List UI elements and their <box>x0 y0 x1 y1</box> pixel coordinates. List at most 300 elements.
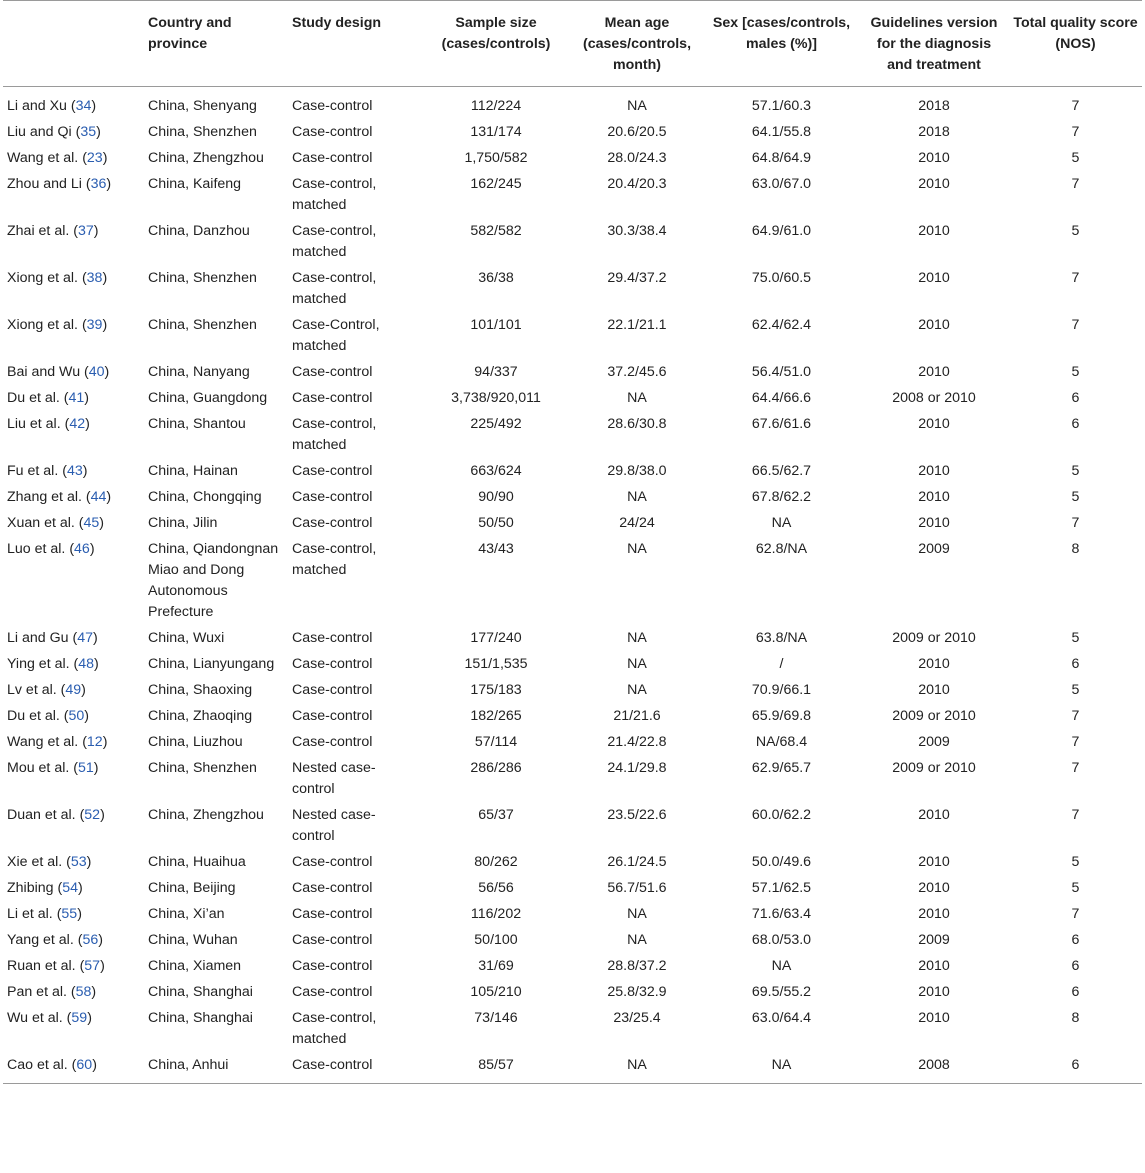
cell-sex: NA/68.4 <box>755 734 808 750</box>
cell-mean-age: NA <box>627 932 647 948</box>
cell-author: Fu et al. (43) <box>7 463 88 479</box>
header-guidelines: Guidelines version for the diagnosis and treatment <box>859 1 1009 87</box>
reference-link[interactable]: 47 <box>77 630 93 646</box>
cell-study-design: Case-Control, matched <box>292 317 380 354</box>
table-row <box>3 928 1142 954</box>
cell-sample-size: 80/262 <box>474 854 518 870</box>
cell-sex: 75.0/60.5 <box>751 270 812 286</box>
cell-mean-age: NA <box>627 906 647 922</box>
header-author <box>3 1 144 87</box>
cell-country: China, Hainan <box>148 463 238 479</box>
table-row <box>3 511 1142 537</box>
cell-guidelines: 2010 <box>918 416 950 432</box>
cell-sex: 69.5/55.2 <box>751 984 812 1000</box>
table-row <box>3 850 1142 876</box>
cell-country: China, Shenzhen <box>148 760 257 776</box>
reference-link[interactable]: 45 <box>83 515 100 531</box>
reference-link[interactable]: 52 <box>84 807 101 823</box>
cell-study-design: Case-control <box>292 958 373 974</box>
cell-mean-age: NA <box>627 656 647 672</box>
cell-country: China, Qiandongnan Miao and Dong Autonomous Prefecture <box>148 541 279 620</box>
author-name: Lv et al. <box>7 682 57 698</box>
cell-country: China, Liuzhou <box>148 734 243 750</box>
author-name: Xuan et al. <box>7 515 75 531</box>
cell-mean-age: 21.4/22.8 <box>607 734 667 750</box>
cell-country: China, Zhaoqing <box>148 708 253 724</box>
cell-study-design: Case-control <box>288 1053 422 1084</box>
cell-country: China, Xiamen <box>148 958 242 974</box>
cell-guidelines: 2010 <box>918 880 950 896</box>
cell-sample-size: 36/38 <box>478 270 514 286</box>
cell-sample-size: 50/100 <box>474 932 518 948</box>
cell-mean-age: 23.5/22.6 <box>607 807 667 823</box>
table-row <box>3 980 1142 1006</box>
cell-study-design: Case-control <box>292 656 373 672</box>
cell-guidelines: 2008 or 2010 <box>892 390 976 406</box>
cell-study-design: Case-control, matched <box>292 416 377 453</box>
cell-author: Zhai et al. (37) <box>7 223 99 239</box>
cell-country: China, Shanghai <box>148 1010 253 1026</box>
cell-quality-score: 7 <box>1071 98 1080 114</box>
cell-country: China, Nanyang <box>148 364 250 380</box>
cell-guidelines: 2010 <box>918 854 950 870</box>
table-body <box>3 87 1142 1084</box>
cell-sample-size: 116/202 <box>470 906 522 922</box>
cell-country: China, Jilin <box>148 515 218 531</box>
cell-guidelines: 2010 <box>918 317 950 333</box>
reference-link[interactable]: 58 <box>75 984 92 1000</box>
cell-quality-score: 7 <box>1071 734 1080 750</box>
author-name: Wu et al. <box>7 1010 63 1026</box>
cell-sample-size: 162/245 <box>470 176 522 192</box>
table-row <box>3 1006 1142 1053</box>
cell-sex: 66.5/62.7 <box>751 463 812 479</box>
cell-guidelines: 2010 <box>918 515 950 531</box>
cell-author: Yang et al. (56) <box>7 932 103 948</box>
table-row <box>3 386 1142 412</box>
cell-sex: 64.1/55.8 <box>751 124 812 140</box>
cell-author: Mou et al. (51) <box>7 760 99 776</box>
cell-quality-score: 6 <box>1071 932 1080 948</box>
cell-study-design: Case-control <box>292 682 373 698</box>
cell-country: China, Guangdong <box>148 390 268 406</box>
cell-mean-age: 28.6/30.8 <box>607 416 667 432</box>
table-row <box>3 146 1142 172</box>
author-name: Zhai et al. <box>7 223 70 239</box>
cell-sex: 68.0/53.0 <box>751 932 812 948</box>
cell-author: Du et al. (50) <box>7 708 90 724</box>
table-row <box>3 876 1142 902</box>
reference-link[interactable]: 40 <box>88 364 105 380</box>
cell-author: Liu et al. (42) <box>7 416 90 432</box>
cell-sample-size: 56/56 <box>478 880 514 896</box>
cell-mean-age: 21/21.6 <box>613 708 661 724</box>
cell-author: Luo et al. (46) <box>7 541 95 557</box>
reference-link[interactable]: 46 <box>74 541 90 557</box>
cell-mean-age: NA <box>627 390 647 406</box>
cell-sex: 60.0/62.2 <box>751 807 812 823</box>
cell-guidelines: 2010 <box>918 807 950 823</box>
cell-quality-score: 5 <box>1071 223 1080 239</box>
cell-guidelines: 2009 or 2010 <box>892 760 976 776</box>
cell-sample-size: 151/1,535 <box>464 656 528 672</box>
cell-author: Wang et al. (23) <box>7 150 108 166</box>
cell-mean-age: NA <box>627 489 647 505</box>
cell-country: China, Wuhan <box>148 932 238 948</box>
reference-link[interactable]: 48 <box>78 656 95 672</box>
cell-country: China, Shenyang <box>148 98 257 114</box>
cell-author: Li et al. (55) <box>7 906 82 922</box>
table-row <box>3 626 1142 652</box>
author-name: Du et al. <box>7 708 60 724</box>
cell-sex: 57.1/62.5 <box>751 880 812 896</box>
cell-author: Lv et al. (49) <box>7 682 86 698</box>
cell-study-design: Case-control <box>292 489 373 505</box>
cell-guidelines: 2010 <box>918 270 950 286</box>
reference-link[interactable]: 50 <box>68 708 85 724</box>
cell-quality-score: 7 <box>1071 317 1080 333</box>
table-row <box>3 87 1142 121</box>
cell-study-design: Case-control <box>292 364 373 380</box>
cell-study-design: Case-control <box>292 854 373 870</box>
reference-link[interactable]: 51 <box>77 760 94 776</box>
author-name: Yang et al. <box>7 932 74 948</box>
reference-link[interactable]: 34 <box>75 98 92 114</box>
cell-sex: NA <box>704 1053 859 1084</box>
cell-study-design: Case-control, matched <box>292 1010 377 1047</box>
cell-sex: 64.4/66.6 <box>751 390 812 406</box>
cell-author: Li and Xu (34) <box>7 98 97 114</box>
cell-author: Ying et al. (48) <box>7 656 99 672</box>
cell-sex: 62.4/62.4 <box>751 317 812 333</box>
cell-sample-size: 1,750/582 <box>464 150 528 166</box>
cell-mean-age: 28.0/24.3 <box>607 150 667 166</box>
cell-author: Zhang et al. (44) <box>7 489 112 505</box>
cell-sample-size: 663/624 <box>470 463 522 479</box>
cell-sex: 63.8/NA <box>755 630 808 646</box>
header-sample-size: Sample size (cases/controls) <box>422 1 570 87</box>
cell-author: Duan et al. (52) <box>7 807 105 823</box>
cell-study-design: Case-control <box>292 906 373 922</box>
cell-study-design: Nested case-control <box>292 760 376 797</box>
cell-quality-score: 5 <box>1071 463 1080 479</box>
cell-country: China, Anhui <box>144 1053 288 1084</box>
cell-sample-size: 94/337 <box>474 364 518 380</box>
author-name: Ruan et al. <box>7 958 76 974</box>
reference-link[interactable]: 38 <box>86 270 103 286</box>
cell-mean-age: NA <box>627 682 647 698</box>
author-name: Mou et al. <box>7 760 70 776</box>
cell-sex: 63.0/64.4 <box>751 1010 812 1026</box>
author-name: Zhang et al. <box>7 489 82 505</box>
cell-quality-score: 6 <box>1009 1053 1142 1084</box>
cell-country: China, Shenzhen <box>148 317 257 333</box>
cell-mean-age: NA <box>627 98 647 114</box>
cell-guidelines: 2008 <box>859 1053 1009 1084</box>
cell-country: China, Shaoxing <box>148 682 253 698</box>
cell-author: Wang et al. (12) <box>7 734 108 750</box>
cell-sample-size: 43/43 <box>478 541 514 557</box>
cell-sex: 56.4/51.0 <box>751 364 812 380</box>
reference-link[interactable]: 41 <box>68 390 85 406</box>
cell-quality-score: 7 <box>1071 515 1080 531</box>
author-name: Wang et al. <box>7 150 79 166</box>
cell-author: Pan et al. (58) <box>7 984 97 1000</box>
cell-quality-score: 7 <box>1071 807 1080 823</box>
author-name: Zhibing <box>7 880 54 896</box>
author-name: Li et al. <box>7 906 53 922</box>
author-name: Zhou and Li <box>7 176 82 192</box>
cell-guidelines: 2009 or 2010 <box>892 708 976 724</box>
cell-study-design: Nested case-control <box>292 807 376 844</box>
cell-country: China, Huaihua <box>148 854 246 870</box>
reference-link[interactable]: 60 <box>76 1057 93 1073</box>
cell-sample-size: 85/57 <box>422 1053 570 1084</box>
reference-link[interactable]: 56 <box>82 932 99 948</box>
cell-study-design: Case-control, matched <box>292 223 377 260</box>
cell-mean-age: 24/24 <box>619 515 655 531</box>
cell-quality-score: 6 <box>1071 416 1080 432</box>
cell-sex: 63.0/67.0 <box>751 176 812 192</box>
cell-study-design: Case-control <box>292 984 373 1000</box>
cell-author: Cao et al. (60) <box>3 1053 144 1084</box>
author-name: Ying et al. <box>7 656 70 672</box>
cell-country: China, Shenzhen <box>148 124 257 140</box>
reference-link[interactable]: 37 <box>77 223 94 239</box>
reference-link[interactable]: 42 <box>69 416 86 432</box>
cell-author: Xiong et al. (38) <box>7 270 108 286</box>
author-name: Pan et al. <box>7 984 67 1000</box>
cell-sex: 65.9/69.8 <box>751 708 812 724</box>
cell-sex: / <box>779 656 784 672</box>
author-name: Fu et al. <box>7 463 59 479</box>
reference-link[interactable]: 12 <box>86 734 103 750</box>
cell-guidelines: 2010 <box>918 463 950 479</box>
cell-sample-size: 105/210 <box>470 984 522 1000</box>
table-row <box>3 730 1142 756</box>
cell-sample-size: 101/101 <box>470 317 522 333</box>
cell-sex: 71.6/63.4 <box>751 906 812 922</box>
cell-guidelines: 2010 <box>918 656 950 672</box>
cell-country: China, Wuxi <box>148 630 225 646</box>
cell-quality-score: 5 <box>1071 682 1080 698</box>
cell-study-design: Case-control, matched <box>292 176 377 213</box>
table-row <box>3 803 1142 850</box>
study-characteristics-table <box>3 0 1142 1084</box>
reference-link[interactable]: 55 <box>61 906 78 922</box>
header-row <box>3 1 1142 87</box>
cell-author: Zhou and Li (36) <box>7 176 112 192</box>
table-row <box>3 120 1142 146</box>
cell-study-design: Case-control <box>292 98 373 114</box>
cell-sex: NA <box>771 958 792 974</box>
table-row <box>3 678 1142 704</box>
cell-study-design: Case-control <box>292 124 373 140</box>
cell-country: China, Shantou <box>148 416 246 432</box>
cell-country: China, Lianyungang <box>148 656 275 672</box>
cell-sex: 67.8/62.2 <box>751 489 812 505</box>
cell-guidelines: 2010 <box>918 682 950 698</box>
cell-guidelines: 2009 <box>918 541 950 557</box>
cell-country: China, Shenzhen <box>148 270 257 286</box>
cell-study-design: Case-control <box>292 932 373 948</box>
cell-author: Zhibing (54) <box>7 880 83 896</box>
cell-sample-size: 112/224 <box>470 98 522 114</box>
cell-quality-score: 7 <box>1071 906 1080 922</box>
author-name: Liu et al. <box>7 416 61 432</box>
cell-sex: 50.0/49.6 <box>751 854 812 870</box>
reference-link[interactable]: 39 <box>86 317 103 333</box>
cell-mean-age: 29.4/37.2 <box>607 270 667 286</box>
author-name: Xiong et al. <box>7 270 78 286</box>
table-row <box>3 902 1142 928</box>
author-name: Cao et al. <box>7 1057 68 1073</box>
cell-sample-size: 286/286 <box>470 760 522 776</box>
author-name: Li and Xu <box>7 98 67 114</box>
cell-sample-size: 65/37 <box>478 807 514 823</box>
cell-quality-score: 5 <box>1071 489 1080 505</box>
cell-sex: 64.9/61.0 <box>751 223 812 239</box>
cell-mean-age: 28.8/37.2 <box>607 958 667 974</box>
cell-quality-score: 5 <box>1071 150 1080 166</box>
cell-quality-score: 5 <box>1071 364 1080 380</box>
cell-guidelines: 2010 <box>918 984 950 1000</box>
header-mean-age: Mean age (cases/controls, month) <box>570 1 704 87</box>
reference-link[interactable]: 59 <box>71 1010 88 1026</box>
cell-sex: 70.9/66.1 <box>751 682 812 698</box>
reference-link[interactable]: 36 <box>90 176 107 192</box>
cell-sex: 62.9/65.7 <box>751 760 812 776</box>
cell-sample-size: 582/582 <box>470 223 522 239</box>
reference-link[interactable]: 43 <box>66 463 83 479</box>
header-study-design: Study design <box>288 1 422 87</box>
cell-author: Xie et al. (53) <box>7 854 92 870</box>
table-header <box>3 1 1142 87</box>
cell-country: China, Danzhou <box>148 223 250 239</box>
cell-mean-age: NA <box>627 541 647 557</box>
cell-country: China, Zhengzhou <box>148 807 264 823</box>
cell-guidelines: 2010 <box>918 364 950 380</box>
cell-guidelines: 2018 <box>918 124 950 140</box>
reference-link[interactable]: 49 <box>65 682 82 698</box>
author-name: Luo et al. <box>7 541 66 557</box>
cell-quality-score: 7 <box>1071 760 1080 776</box>
cell-mean-age: 30.3/38.4 <box>607 223 667 239</box>
cell-study-design: Case-control <box>292 515 373 531</box>
reference-link[interactable]: 57 <box>84 958 101 974</box>
table-row <box>3 485 1142 511</box>
header-country: Country and province <box>144 1 288 87</box>
cell-country: China, Kaifeng <box>148 176 242 192</box>
cell-sex: 57.1/60.3 <box>751 98 812 114</box>
cell-mean-age: 29.8/38.0 <box>607 463 667 479</box>
cell-study-design: Case-control <box>292 630 373 646</box>
cell-sex: NA <box>771 515 792 531</box>
cell-quality-score: 8 <box>1071 541 1080 557</box>
cell-guidelines: 2010 <box>918 1010 950 1026</box>
author-name: Xiong et al. <box>7 317 78 333</box>
reference-link[interactable]: 23 <box>86 150 103 166</box>
cell-sample-size: 131/174 <box>470 124 522 140</box>
cell-sample-size: 175/183 <box>470 682 522 698</box>
cell-mean-age: NA <box>627 630 647 646</box>
cell-study-design: Case-control <box>292 390 373 406</box>
table-row <box>3 360 1142 386</box>
author-name: Li and Gu <box>7 630 69 646</box>
table-row <box>3 537 1142 626</box>
cell-sex: 67.6/61.6 <box>751 416 812 432</box>
cell-country: China, Shanghai <box>148 984 253 1000</box>
cell-quality-score: 8 <box>1071 1010 1080 1026</box>
cell-quality-score: 5 <box>1071 630 1080 646</box>
cell-sex: 62.8/NA <box>755 541 808 557</box>
cell-guidelines: 2009 <box>918 932 950 948</box>
cell-guidelines: 2010 <box>918 223 950 239</box>
cell-guidelines: 2010 <box>918 176 950 192</box>
author-name: Du et al. <box>7 390 60 406</box>
table-row <box>3 313 1142 360</box>
cell-country: China, Xi’an <box>148 906 225 922</box>
cell-mean-age: 25.8/32.9 <box>607 984 667 1000</box>
cell-mean-age: 20.6/20.5 <box>607 124 667 140</box>
reference-link[interactable]: 54 <box>62 880 78 896</box>
cell-mean-age: 20.4/20.3 <box>607 176 667 192</box>
cell-mean-age: 56.7/51.6 <box>607 880 667 896</box>
author-name: Xie et al. <box>7 854 63 870</box>
reference-link[interactable]: 44 <box>90 489 107 505</box>
table-row <box>3 219 1142 266</box>
cell-sample-size: 73/146 <box>474 1010 518 1026</box>
cell-sample-size: 57/114 <box>474 734 518 750</box>
cell-author: Du et al. (41) <box>7 390 90 406</box>
cell-mean-age: 26.1/24.5 <box>607 854 667 870</box>
cell-quality-score: 6 <box>1071 656 1080 672</box>
cell-country: China, Chongqing <box>148 489 262 505</box>
reference-link[interactable]: 53 <box>70 854 87 870</box>
cell-quality-score: 7 <box>1071 176 1080 192</box>
author-name: Liu and Qi <box>7 124 72 140</box>
cell-quality-score: 6 <box>1071 390 1080 406</box>
cell-quality-score: 6 <box>1071 984 1080 1000</box>
table-row <box>3 756 1142 803</box>
cell-guidelines: 2018 <box>918 98 950 114</box>
cell-author: Li and Gu (47) <box>7 630 98 646</box>
cell-guidelines: 2010 <box>918 150 950 166</box>
cell-study-design: Case-control, matched <box>292 541 377 578</box>
author-name: Bai and Wu <box>7 364 81 380</box>
table-row <box>3 412 1142 459</box>
cell-study-design: Case-control <box>292 463 373 479</box>
cell-quality-score: 7 <box>1071 270 1080 286</box>
cell-guidelines: 2010 <box>918 906 950 922</box>
cell-quality-score: 5 <box>1071 880 1080 896</box>
reference-link[interactable]: 35 <box>80 124 97 140</box>
table-row <box>3 266 1142 313</box>
cell-quality-score: 7 <box>1071 124 1080 140</box>
cell-quality-score: 5 <box>1071 854 1080 870</box>
cell-quality-score: 7 <box>1071 708 1080 724</box>
cell-mean-age: 37.2/45.6 <box>607 364 667 380</box>
cell-study-design: Case-control <box>292 734 373 750</box>
table-row <box>3 459 1142 485</box>
table-row <box>3 172 1142 219</box>
cell-sample-size: 50/50 <box>478 515 514 531</box>
cell-author: Ruan et al. (57) <box>7 958 105 974</box>
cell-sample-size: 3,738/920,011 <box>451 390 541 406</box>
table-row <box>3 652 1142 678</box>
cell-mean-age: 24.1/29.8 <box>607 760 667 776</box>
cell-sample-size: 225/492 <box>470 416 522 432</box>
